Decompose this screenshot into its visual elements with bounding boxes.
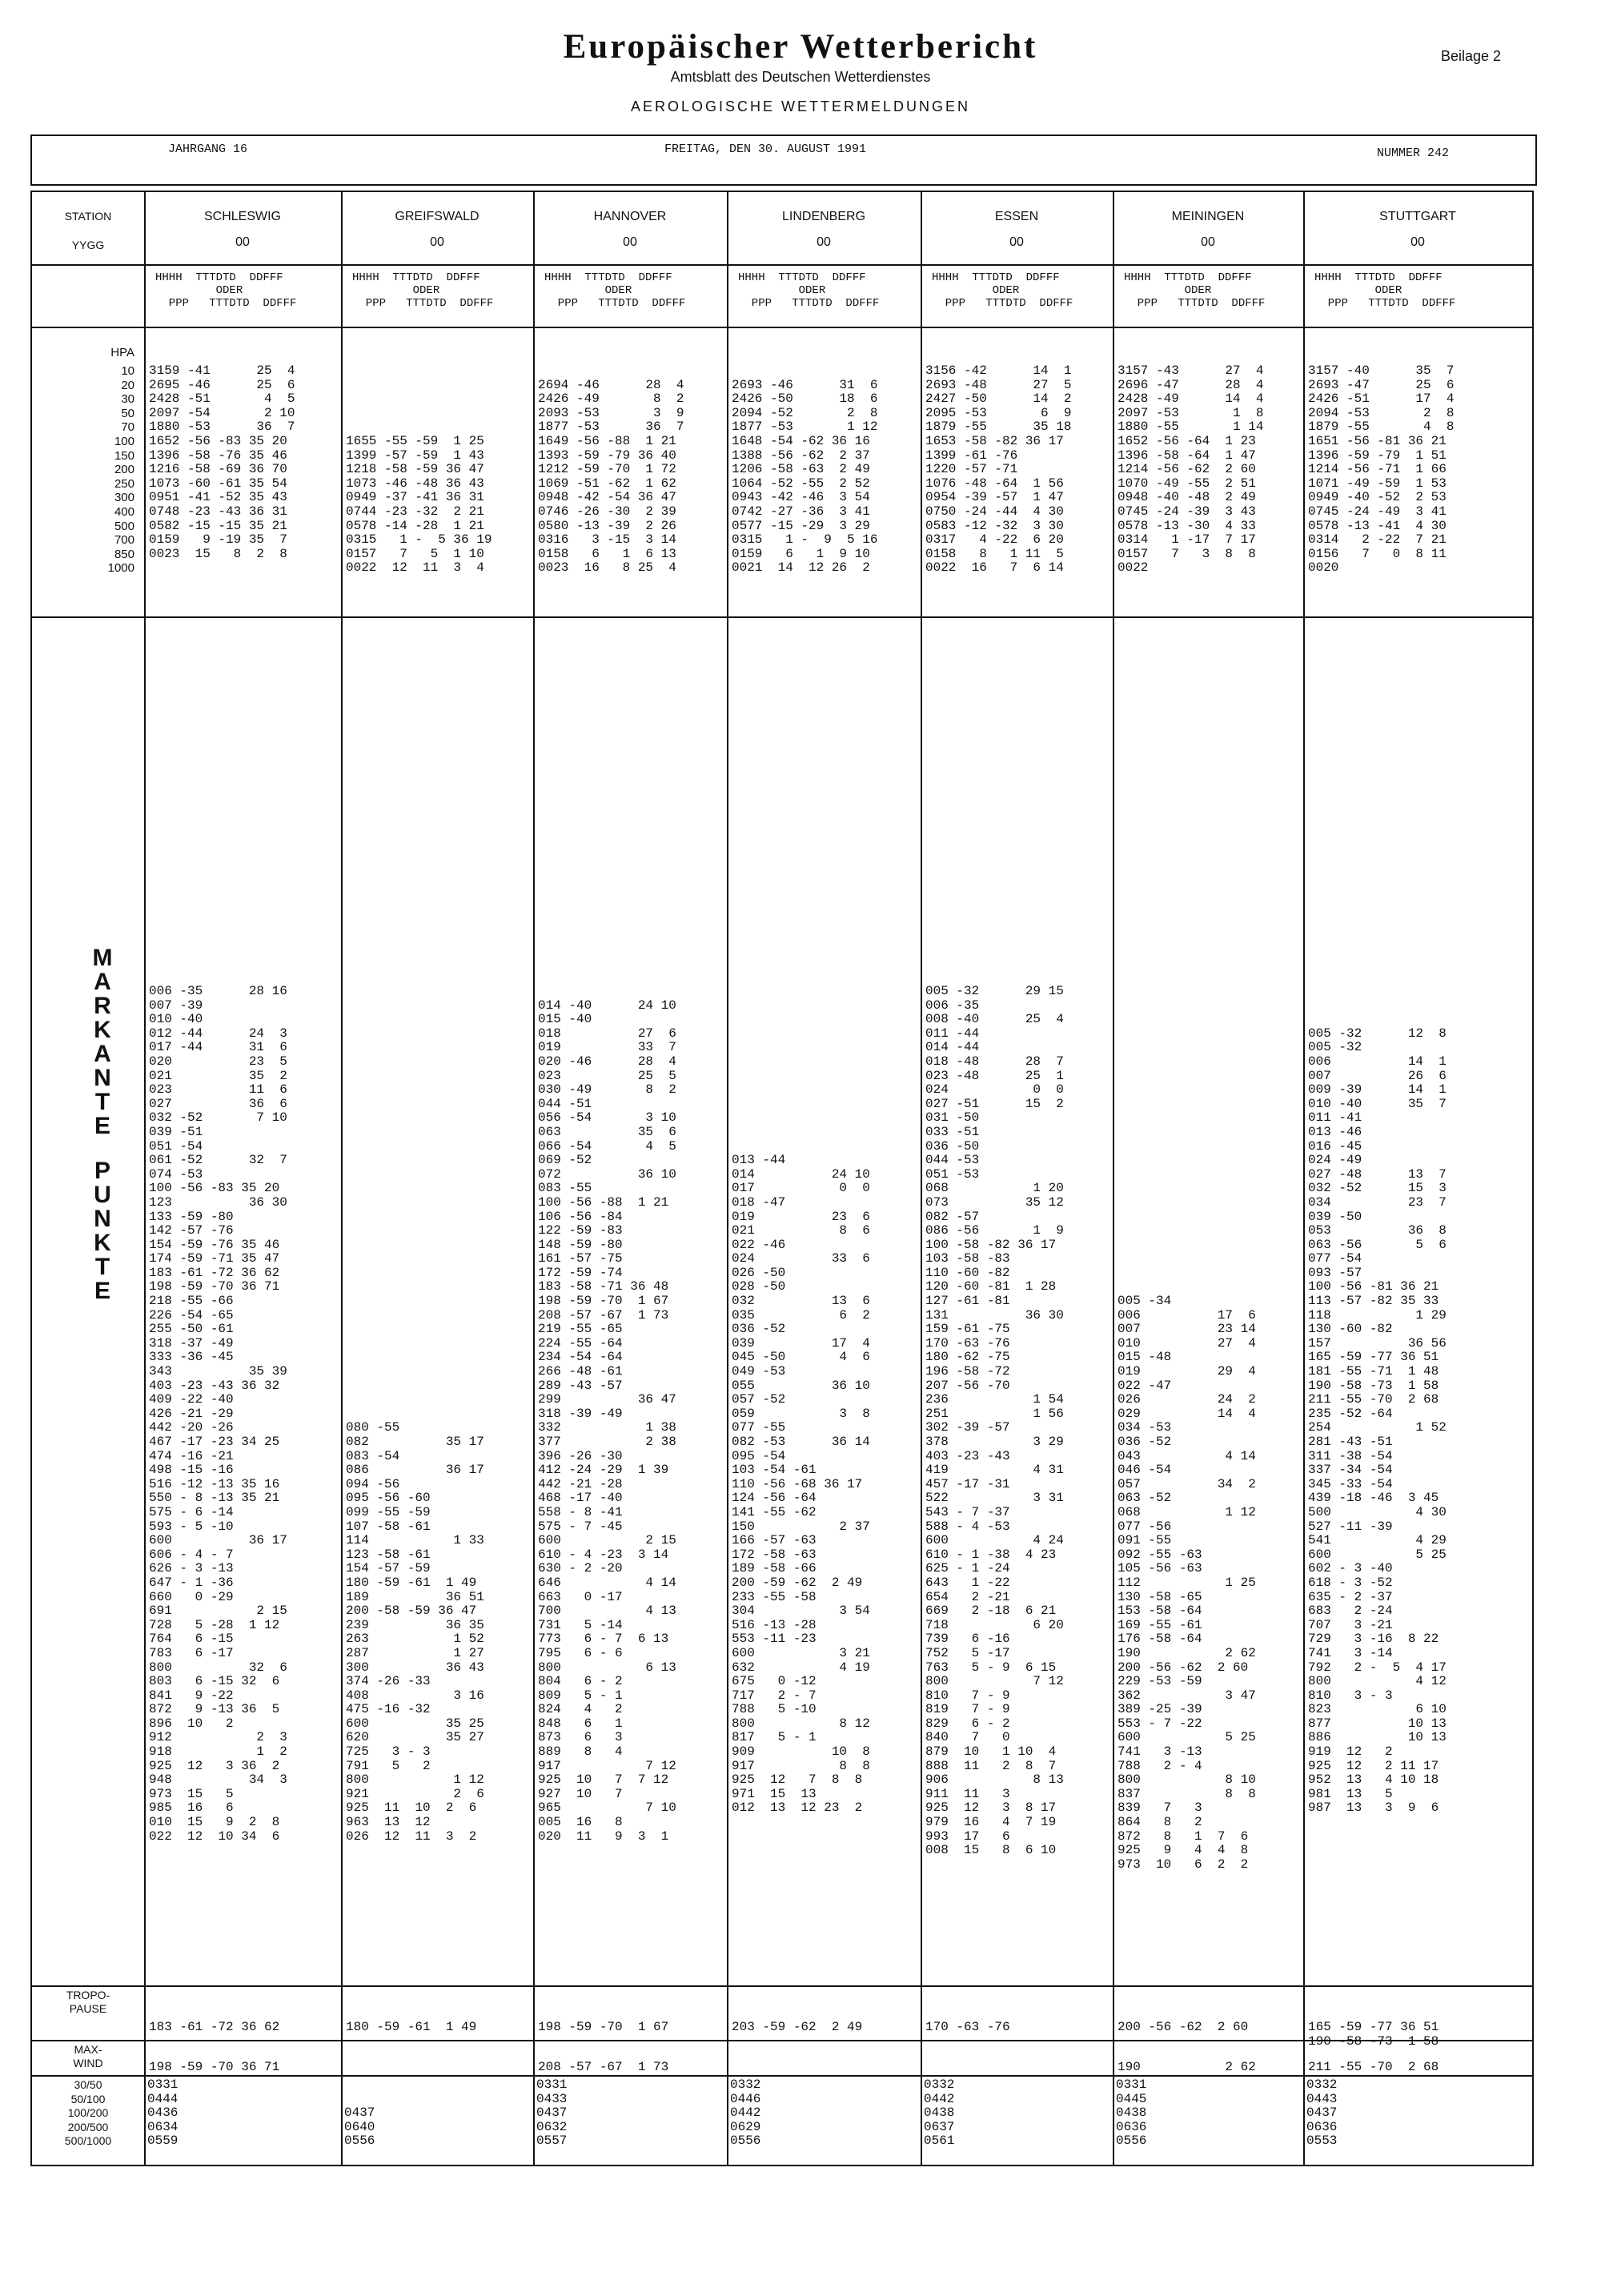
tropopause-data: 170 -63 -76 [925, 2020, 1010, 2034]
column-divider [921, 191, 922, 2165]
column-header: PPP TTTDTD DDFFF [738, 297, 880, 310]
column-divider [144, 191, 146, 2165]
station-id: 00 [430, 235, 444, 249]
column-header: ODER [738, 284, 826, 297]
shear-data: 0331 0444 0436 0634 0559 [147, 2077, 179, 2149]
significant-points-data: 005 -32 12 8 005 -32 006 14 1 007 26 6 009 -39 14 1 010 -40 35 7 011 -41 013 -46 016 -45 024 -49 027 -48 13 7 032 -52 15 3 034 23 7 039 -50 053 36 8 063 -56 5 6 077 -54 093 -57 100 -56 -81 36 21 113 -57 -82 35 33 118 1 29 130 -60 -82 157 36 56 165 -59 -77 36 51 181 -55 -71 1 48 190 -58 -73 1 58 211 -55 -70 2 68 235 -52 -64 254 1 52 281 -43 -51 311 -38 -54 337 -34 -54 345 -33 -54 439 -18 -46 3 45 500 4 30 527 -11 -39 541 4 29 600 5 25 602 - 3 -40 618 - 3 -52 635 - 2 -37 683 2 -24 707 3 -21 729 3 -16 8 22 741 3 -14 792 2 - 5 4 17 800 4 12 810 3 - 3 823 6 10 877 10 13 886 10 13 919 12 2 925 12 2 11 17 952 13 4 10 18 981 13 5 987 13 3 9 6 [1308, 1026, 1447, 1816]
maxwind-data: 208 -57 -67 1 73 [538, 2060, 669, 2074]
punkte-label: P U N K T E [94, 1158, 111, 1304]
pressure-levels: 10 20 30 50 70 100 150 200 250 300 400 500 700 850 1000 [107, 364, 134, 576]
maxwind-data: 198 -59 -70 36 71 [149, 2060, 280, 2074]
maxwind-data: 211 -55 -70 2 68 [1308, 2060, 1439, 2074]
station-name: MEININGEN [1171, 210, 1245, 223]
issue-number: NUMMER 242 [1377, 147, 1450, 160]
station-id: 00 [1410, 235, 1425, 249]
standard-levels-data: 3157 -40 35 7 2693 -47 25 6 2426 -51 17 4 2094 -53 2 8 1879 -55 4 8 1651 -56 -81 36 21 1396 -59 -79 1 51 1214 -56 -71 1 66 1071 -49 -59 1 53 0949 -40 -52 2 53 0745 -24 -49 3 41 0578 -13 -41 4 30 0314 2 -22 7 21 0156 7 0 8 11 0020 [1308, 363, 1455, 576]
column-divider [341, 191, 343, 2165]
column-header: HHHH TTTDTD DDFFF [932, 271, 1060, 284]
station-id: 00 [623, 235, 637, 249]
date-label: FREITAG, DEN 30. AUGUST 1991 [664, 142, 867, 156]
document-subtitle: Amtsblatt des Deutschen Wetterdienstes [670, 69, 931, 85]
tropopause-data: 183 -61 -72 36 62 [149, 2020, 280, 2034]
column-divider [727, 191, 728, 2165]
station-name: HANNOVER [593, 210, 667, 223]
standard-levels-data: 3156 -42 14 1 2693 -48 27 5 2427 -50 14 2 2095 -53 6 9 1879 -55 35 18 1653 -58 -82 36 17 1399 -61 -76 1220 -57 -71 1076 -48 -64 1 56 0954 -39 -57 1 47 0750 -24 -44 4 30 0583 -12 -32 3 30 0317 4 -22 6 20 0158 8 1 11 5 0022 16 7 6 14 [925, 363, 1072, 576]
column-header: PPP TTTDTD DDFFF [155, 297, 297, 310]
standard-levels-data: 2693 -46 31 6 2426 -50 18 6 2094 -52 2 8 1877 -53 1 12 1648 -54 -62 36 16 1388 -56 -62 2 37 1206 -58 -63 2 49 1064 -52 -55 2 52 0943 -42 -46 3 54 0742 -27 -36 3 41 0577 -15 -29 3 29 0315 1 - 9 5 16 0159 6 1 9 10 0021 14 12 26 2 [732, 377, 878, 576]
row-divider [30, 1985, 1534, 1987]
station-name: SCHLESWIG [203, 210, 281, 223]
row-divider [30, 264, 1534, 266]
column-header: HHHH TTTDTD DDFFF [544, 271, 672, 284]
standard-levels-data: 1655 -55 -59 1 25 1399 -57 -59 1 43 1218 -58 -59 36 47 1073 -46 -48 36 43 0949 -37 -41 36 31 0744 -23 -32 2 21 0578 -14 -28 1 21 0315 1 - 5 36 19 0157 7 5 1 10 0022 12 11 3 4 [346, 433, 492, 576]
station-name: STUTTGART [1379, 210, 1456, 223]
station-id: 00 [1009, 235, 1024, 249]
row-divider [30, 616, 1534, 618]
table-border-right [1532, 191, 1534, 2165]
column-header: HHHH TTTDTD DDFFF [1124, 271, 1252, 284]
document-title: Europäischer Wetterbericht [563, 28, 1038, 66]
significant-points-data: 005 -34 006 17 6 007 23 14 010 27 4 015 -48 019 29 4 022 -47 026 24 2 029 14 4 034 -53 036 -52 043 4 14 046 -54 057 34 2 063 -52 068 1 12 077 -56 091 -55 092 -55 -63 105 -56 -63 112 1 25 130 -58 -65 153 -58 -64 169 -55 -61 176 -58 -64 190 2 62 200 -56 -62 2 60 229 -53 -59 362 3 47 389 -25 -39 553 - 7 -22 600 5 25 741 3 -13 788 2 - 4 800 8 10 837 8 8 839 7 3 864 8 2 872 8 1 7 6 925 9 4 4 8 973 10 6 2 2 [1117, 1294, 1256, 1872]
volume-label: JAHRGANG 16 [168, 142, 248, 156]
station-label: STATION [64, 210, 112, 223]
tropopause-data: 180 -59 -61 1 49 [346, 2020, 477, 2034]
table-border-left [30, 191, 32, 2165]
shear-levels-label: 30/50 50/100 100/200 200/500 500/1000 [64, 2078, 112, 2148]
column-header: ODER [1124, 284, 1212, 297]
station-id: 00 [1201, 235, 1215, 249]
column-header: PPP TTTDTD DDFFF [932, 297, 1073, 310]
station-id: 00 [235, 235, 250, 249]
shear-data: 0332 0443 0437 0636 0553 [1306, 2077, 1338, 2149]
column-header: HHHH TTTDTD DDFFF [155, 271, 283, 284]
column-header: HHHH TTTDTD DDFFF [1314, 271, 1443, 284]
standard-levels-data: 3159 -41 25 4 2695 -46 25 6 2428 -51 4 5 2097 -54 2 10 1880 -53 36 7 1652 -56 -83 35 20 1396 -58 -76 35 46 1216 -58 -69 36 70 1073 -60 -61 35 54 0951 -41 -52 35 43 0748 -23 -43 36 31 0582 -15 -15 35 21 0159 9 -19 35 7 0023 15 8 2 8 [149, 363, 295, 561]
column-divider [1303, 191, 1305, 2165]
tropopause-label: TROPO- PAUSE [66, 1989, 110, 2015]
significant-points-data: 013 -44 014 24 10 017 0 0 018 -47 019 23 6 021 8 6 022 -46 024 33 6 026 -50 028 -50 032 13 6 035 6 2 036 -52 039 17 4 045 -50 4 6 049 -53 055 36 10 057 -52 059 3 8 077 -55 082 -53 36 14 095 -54 103 -54 -61 110 -56 -68 36 17 124 -56 -64 141 -55 -62 150 2 37 166 -57 -63 172 -58 -63 189 -58 -66 200 -59 -62 2 49 233 -55 -58 304 3 54 516 -13 -28 553 -11 -23 600 3 21 632 4 19 675 0 -12 717 2 - 7 788 5 -10 800 8 12 817 5 - 1 909 10 8 917 8 8 925 12 7 8 8 971 15 13 012 13 12 23 2 [732, 1153, 870, 1816]
station-name: LINDENBERG [781, 210, 866, 223]
column-divider [533, 191, 535, 2165]
tropopause-data: 198 -59 -70 1 67 [538, 2020, 669, 2034]
yygg-label: YYGG [71, 239, 105, 251]
shear-data: 0331 0433 0437 0632 0557 [536, 2077, 568, 2149]
station-name: ESSEN [994, 210, 1039, 223]
significant-points-data: 005 -32 29 15 006 -35 008 -40 25 4 011 -44 014 -44 018 -48 28 7 023 -48 25 1 024 0 0 027 -51 15 2 031 -50 033 -51 036 -50 044 -53 051 -53 068 1 20 073 35 12 082 -57 086 -56 1 9 100 -58 -82 36 17 103 -58 -83 110 -60 -82 120 -60 -81 1 28 127 -61 -81 131 36 30 159 -61 -75 170 -63 -76 180 -62 -75 196 -58 -72 207 -56 -70 236 1 54 251 1 56 302 -39 -57 378 3 29 403 -23 -43 419 4 31 457 -17 -31 522 3 31 543 - 7 -37 588 - 4 -53 600 4 24 610 - 1 -38 4 23 625 - 1 -24 643 1 -22 654 2 -21 669 2 -18 6 21 718 6 20 739 6 -16 752 5 -17 763 5 - 9 6 15 800 7 12 810 7 - 9 819 7 - 9 829 6 - 2 840 7 0 879 10 1 10 4 888 11 2 8 7 906 8 13 911 11 3 925 12 3 8 17 979 16 4 7 19 993 17 6 008 15 8 6 10 [925, 984, 1064, 1858]
standard-levels-data: 2694 -46 28 4 2426 -49 8 2 2093 -53 3 9 1877 -53 36 7 1649 -56 -88 1 21 1393 -59 -79 36 40 1212 -59 -70 1 72 1069 -51 -62 1 62 0948 -42 -54 36 47 0746 -26 -30 2 39 0580 -13 -39 2 26 0316 3 -15 3 14 0158 6 1 6 13 0023 16 8 25 4 [538, 377, 684, 576]
shear-data: 0332 0442 0438 0637 0561 [924, 2077, 955, 2149]
column-header: ODER [544, 284, 632, 297]
shear-data: 0331 0445 0438 0636 0556 [1116, 2077, 1147, 2149]
column-header: PPP TTTDTD DDFFF [544, 297, 686, 310]
hpa-label: HPA [110, 346, 134, 359]
supplement-label: Beilage 2 [1441, 48, 1502, 64]
significant-points-data: 080 -55 082 35 17 083 -54 086 36 17 094 -56 095 -56 -60 099 -55 -59 107 -58 -61 114 1 33 123 -58 -61 154 -57 -59 180 -59 -61 1 49 189 36 51 200 -58 -59 36 47 239 36 35 263 1 52 287 1 27 300 36 43 374 -26 -33 408 3 16 475 -16 -32 600 35 25 620 35 27 725 3 - 3 791 5 2 800 1 12 921 2 6 925 11 10 2 6 963 13 12 026 12 11 3 2 [346, 1420, 484, 1844]
column-divider [1113, 191, 1114, 2165]
column-header: ODER [932, 284, 1020, 297]
shear-data: 0332 0446 0442 0629 0556 [730, 2077, 761, 2149]
shear-data: 0437 0640 0556 [344, 2105, 375, 2149]
column-header: PPP TTTDTD DDFFF [1314, 297, 1456, 310]
column-header: PPP TTTDTD DDFFF [352, 297, 494, 310]
column-header: HHHH TTTDTD DDFFF [352, 271, 480, 284]
standard-levels-data: 3157 -43 27 4 2696 -47 28 4 2428 -49 14 4 2097 -53 1 8 1880 -55 1 14 1652 -56 -64 1 23 1396 -58 -64 1 47 1214 -56 -62 2 60 1070 -49 -55 2 51 0948 -40 -48 2 49 0745 -24 -39 3 43 0578 -13 -30 4 33 0314 1 -17 7 17 0157 7 3 8 8 0022 [1117, 363, 1264, 576]
station-name: GREIFSWALD [395, 210, 479, 223]
column-header: ODER [155, 284, 243, 297]
maxwind-data: 190 2 62 [1117, 2060, 1256, 2074]
column-header: ODER [352, 284, 440, 297]
tropopause-data: 200 -56 -62 2 60 [1117, 2020, 1249, 2034]
markante-label: M A R K A N T E [92, 945, 113, 1139]
significant-points-data: 006 -35 28 16 007 -39 010 -40 012 -44 24 3 017 -44 31 6 020 23 5 021 35 2 023 11 6 027 36 6 032 -52 7 10 039 -51 051 -54 061 -52 32 7 074 -53 100 -56 -83 35 20 123 36 30 133 -59 -80 142 -57 -76 154 -59 -76 35 46 174 -59 -71 35 47 183 -61 -72 36 62 198 -59 -70 36 71 218 -55 -66 226 -54 -65 255 -50 -61 318 -37 -49 333 -36 -45 343 35 39 403 -23 -43 36 32 409 -22 -40 426 -21 -29 442 -20 -26 467 -17 -23 34 25 474 -16 -21 498 -15 -16 516 -12 -13 35 16 550 - 8 -13 35 21 575 - 6 -14 593 - 5 -10 600 36 17 606 - 4 - 7 626 - 3 -13 647 - 1 -36 660 0 -29 691 2 15 728 5 -28 1 12 764 6 -15 783 6 -17 800 32 6 803 6 -15 32 6 841 9 -22 872 9 -13 36 5 896 10 2 912 2 3 918 1 2 925 12 3 36 2 948 34 3 973 15 5 985 16 6 010 15 9 2 8 022 12 10 34 6 [149, 984, 287, 1844]
row-divider [30, 327, 1534, 328]
column-header: PPP TTTDTD DDFFF [1124, 297, 1266, 310]
section-title: AEROLOGISCHE WETTERMELDUNGEN [630, 98, 971, 114]
row-divider [30, 2075, 1534, 2077]
column-header: HHHH TTTDTD DDFFF [738, 271, 866, 284]
tropopause-data: 203 -59 -62 2 49 [732, 2020, 863, 2034]
station-id: 00 [817, 235, 831, 249]
significant-points-data: 014 -40 24 10 015 -40 018 27 6 019 33 7 020 -46 28 4 023 25 5 030 -49 8 2 044 -51 056 -54 3 10 063 35 6 066 -54 4 5 069 -52 072 36 10 083 -55 100 -56 -88 1 21 106 -56 -84 122 -59 -83 148 -59 -80 161 -57 -75 172 -59 -74 183 -58 -71 36 48 198 -59 -70 1 67 208 -57 -67 1 73 219 -55 -65 224 -55 -64 234 -54 -64 266 -48 -61 289 -43 -57 299 36 47 318 -39 -49 332 1 38 377 2 38 396 -26 -30 412 -24 -29 1 39 442 -21 -28 468 -17 -40 558 - 8 -41 575 - 7 -45 600 2 15 610 - 4 -23 3 14 630 - 2 -20 646 4 14 663 0 -17 700 4 13 731 5 -14 773 6 - 7 6 13 795 6 - 6 800 6 13 804 6 - 2 809 5 - 1 824 4 2 848 6 1 873 6 3 889 8 4 917 7 12 925 10 7 7 12 927 10 7 965 7 10 005 16 8 020 11 9 3 1 [538, 997, 676, 1844]
column-header: ODER [1314, 284, 1402, 297]
maxwind-label: MAX- WIND [73, 2043, 103, 2069]
tropopause-data: 165 -59 -77 36 51 190 -58 -73 1 58 [1308, 2020, 1439, 2049]
